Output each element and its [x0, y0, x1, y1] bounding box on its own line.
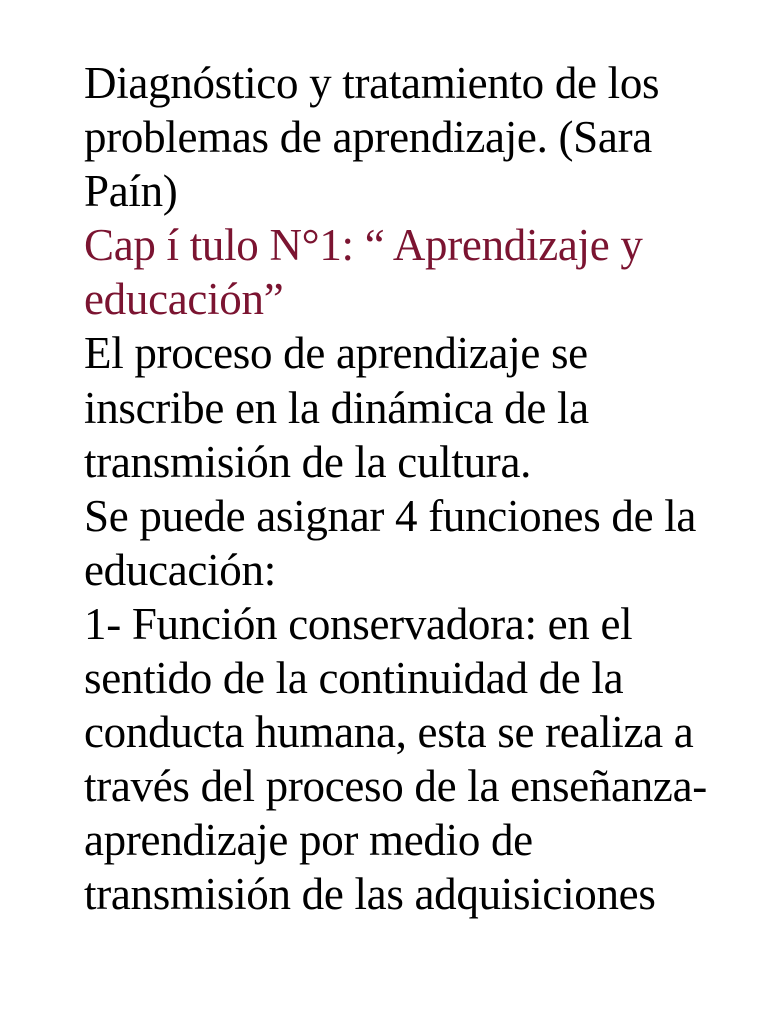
chapter-heading-line: Cap í tulo N°1: “ Aprendizaje y [84, 220, 643, 271]
paragraph-line: educación: [84, 544, 276, 595]
document-page [84, 56, 744, 922]
paragraph-line: 1- Función conservadora: en el [84, 598, 633, 649]
document-title [84, 56, 744, 218]
title-line: Paín) [84, 166, 178, 217]
paragraph-conservative-function [84, 597, 744, 922]
paragraph-learning-process [84, 326, 744, 488]
paragraph-line: transmisión de las adquisiciones [84, 869, 656, 920]
paragraph-line: El proceso de aprendizaje se [84, 328, 588, 379]
paragraph-line: inscribe en la dinámica de la [84, 382, 589, 433]
paragraph-line: Se puede asignar 4 funciones de la [84, 490, 697, 541]
chapter-heading [84, 218, 744, 326]
paragraph-line: sentido de la continuidad de la [84, 653, 624, 704]
paragraph-education-functions [84, 489, 744, 597]
paragraph-line: conducta humana, esta se realiza a [84, 707, 694, 758]
paragraph-line: través del proceso de la enseñanza- [84, 761, 707, 812]
paragraph-line: transmisión de la cultura. [84, 436, 532, 487]
title-line: problemas de aprendizaje. (Sara [84, 112, 652, 163]
chapter-heading-line: educación” [84, 274, 284, 325]
paragraph-line: aprendizaje por medio de [84, 815, 533, 866]
title-line: Diagnóstico y tratamiento de los [84, 58, 660, 108]
